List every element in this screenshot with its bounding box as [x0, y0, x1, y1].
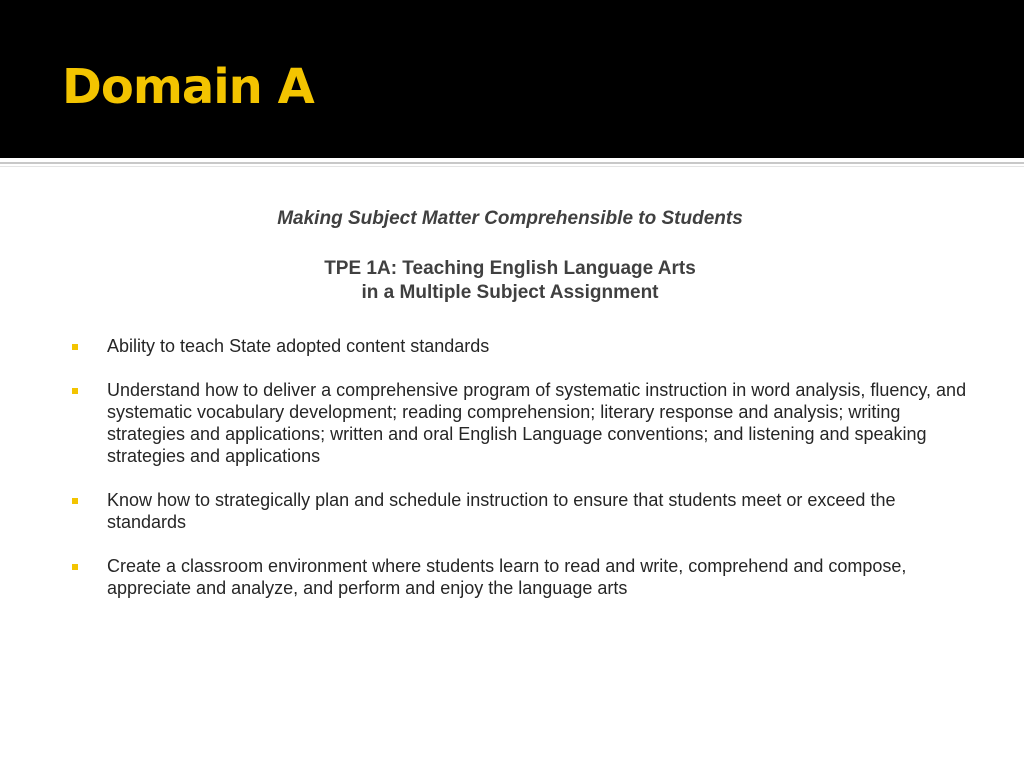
- bullet-text: Know how to strategically plan and schedule instruction to ensure that students meet or exceed the standards: [107, 490, 896, 532]
- square-bullet-icon: [72, 388, 78, 394]
- square-bullet-icon: [72, 498, 78, 504]
- divider-rule: [0, 162, 1024, 164]
- square-bullet-icon: [72, 564, 78, 570]
- tpe-heading-line1: TPE 1A: Teaching English Language Arts: [324, 258, 696, 279]
- tpe-heading-line2: in a Multiple Subject Assignment: [361, 282, 659, 303]
- bullet-item: [70, 335, 970, 357]
- slide-subtitle: Making Subject Matter Comprehensible to Students: [277, 208, 743, 229]
- title-band: [0, 0, 1024, 158]
- divider-rule-shadow: [0, 166, 1024, 167]
- bullet-text: Understand how to deliver a comprehensive program of systematic instruction in word analysis, fluency, and systematic vocabulary development; reading comprehension; literary response and analysis; writing strategies and applications; written and oral English Language conventions; and listening and speaking strategies and applications: [107, 380, 967, 466]
- bullet-list: [70, 335, 970, 621]
- bullet-text: Ability to teach State adopted content standards: [107, 336, 490, 356]
- slide-title: Domain A: [62, 59, 314, 115]
- bullet-text: Create a classroom environment where students learn to read and write, comprehend and compose, appreciate and analyze, and perform and enjoy the language arts: [107, 556, 907, 598]
- bullet-item: [70, 489, 970, 533]
- bullet-item: [70, 555, 970, 599]
- bullet-item: [70, 379, 970, 467]
- square-bullet-icon: [72, 344, 78, 350]
